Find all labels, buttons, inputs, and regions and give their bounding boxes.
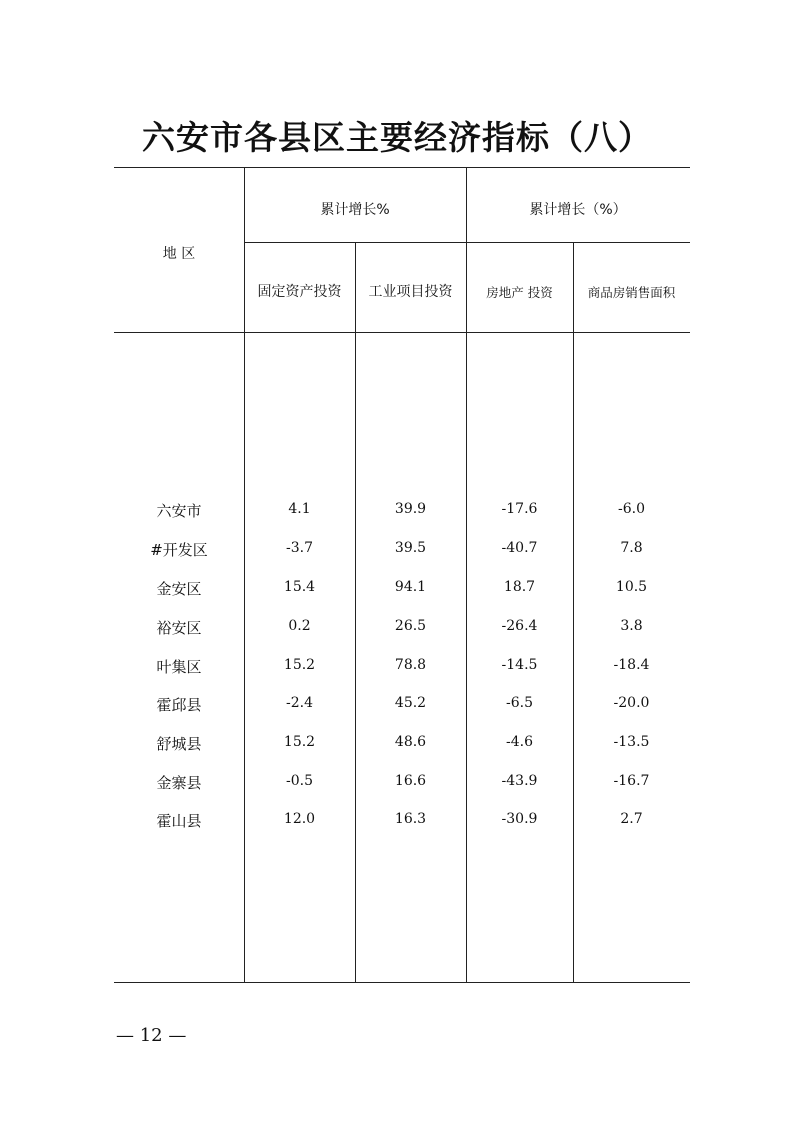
cell-housing-sales-area: 10.5 — [615, 579, 648, 595]
cell-housing-sales-area: -6.0 — [618, 501, 645, 517]
column-header-fixed-asset-investment: 固定资产投资 — [257, 284, 342, 300]
table-top-rule — [114, 167, 690, 168]
cell-real-estate-investment: -6.5 — [506, 695, 533, 711]
cell-industrial-project-investment: 94.1 — [394, 579, 427, 595]
cell-real-estate-investment: -4.6 — [506, 734, 533, 750]
cell-industrial-project-investment: 48.6 — [394, 734, 427, 750]
cell-fixed-asset-investment: -2.4 — [286, 695, 313, 711]
row-region-label: 金安区 — [156, 580, 202, 598]
cell-real-estate-investment: -17.6 — [501, 501, 538, 517]
cell-industrial-project-investment: 78.8 — [394, 657, 427, 673]
cell-housing-sales-area: 2.7 — [620, 811, 643, 827]
column-rule-4 — [573, 242, 574, 982]
cell-fixed-asset-investment: 0.2 — [288, 618, 311, 634]
cell-real-estate-investment: -30.9 — [501, 811, 538, 827]
cell-real-estate-investment: -14.5 — [501, 657, 538, 673]
row-region-label: 裕安区 — [156, 619, 202, 637]
row-region-label: 六安市 — [156, 502, 202, 520]
cell-fixed-asset-investment: -0.5 — [286, 773, 313, 789]
cell-industrial-project-investment: 16.3 — [394, 811, 427, 827]
cell-industrial-project-investment: 45.2 — [394, 695, 427, 711]
cell-fixed-asset-investment: -3.7 — [286, 540, 313, 556]
table-bottom-rule — [114, 982, 690, 983]
row-region-label: 霍山县 — [156, 812, 202, 830]
cell-fixed-asset-investment: 4.1 — [288, 501, 311, 517]
row-region-label: 霍邱县 — [156, 696, 202, 714]
row-region-label: 金寨县 — [156, 774, 202, 792]
cell-industrial-project-investment: 39.5 — [394, 540, 427, 556]
cell-real-estate-investment: 18.7 — [503, 579, 536, 595]
column-header-real-estate-investment: 房地产 投资 — [486, 285, 553, 300]
cell-housing-sales-area: -13.5 — [613, 734, 650, 750]
cell-real-estate-investment: -40.7 — [501, 540, 538, 556]
header-divider-rule — [244, 242, 690, 243]
cell-real-estate-investment: -43.9 — [501, 773, 538, 789]
row-region-label: 叶集区 — [156, 658, 202, 676]
cell-real-estate-investment: -26.4 — [501, 618, 538, 634]
cell-housing-sales-area: 3.8 — [620, 618, 643, 634]
cell-industrial-project-investment: 26.5 — [394, 618, 427, 634]
page-number: — 12 — — [116, 1025, 187, 1046]
column-header-industrial-project-investment: 工业项目投资 — [368, 284, 453, 300]
group-header-1: 累计增长% — [320, 202, 390, 218]
row-region-label: #开发区 — [150, 541, 208, 559]
page-title: 六安市各县区主要经济指标（八） — [142, 118, 652, 157]
cell-industrial-project-investment: 39.9 — [394, 501, 427, 517]
cell-fixed-asset-investment: 15.2 — [283, 657, 316, 673]
region-header: 地 区 — [162, 246, 196, 262]
cell-housing-sales-area: 7.8 — [620, 540, 643, 556]
cell-housing-sales-area: -16.7 — [613, 773, 650, 789]
cell-fixed-asset-investment: 15.2 — [283, 734, 316, 750]
column-header-commercial-housing-sales-area: 商品房销售面积 — [587, 285, 676, 300]
row-region-label: 舒城县 — [156, 735, 202, 753]
cell-housing-sales-area: -18.4 — [613, 657, 650, 673]
column-rule-2 — [355, 242, 356, 982]
cell-fixed-asset-investment: 12.0 — [283, 811, 316, 827]
cell-fixed-asset-investment: 15.4 — [283, 579, 316, 595]
cell-industrial-project-investment: 16.6 — [394, 773, 427, 789]
header-bottom-rule — [114, 332, 690, 333]
group-header-2: 累计增长（%） — [529, 202, 627, 218]
cell-housing-sales-area: -20.0 — [613, 695, 650, 711]
